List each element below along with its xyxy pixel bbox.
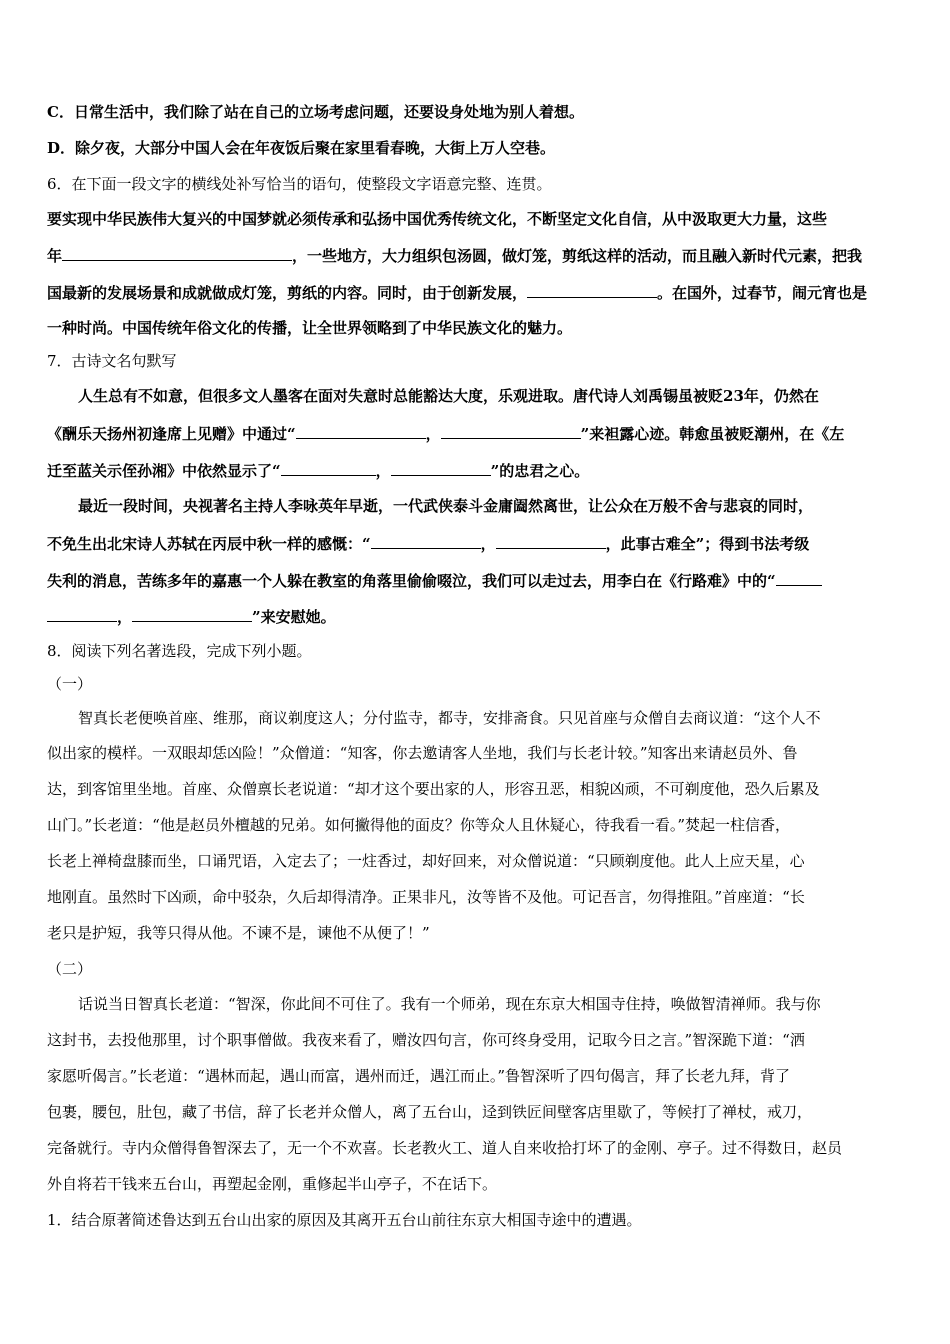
q7-text: ”的忠君之心。: [490, 462, 590, 480]
q7-text: ，: [425, 425, 441, 443]
q6-text: 。在国外，过春节，闹元宵也是: [657, 284, 868, 302]
answer-blank[interactable]: [132, 605, 252, 622]
answer-blank[interactable]: [296, 422, 426, 439]
q7-text: ，: [117, 608, 133, 626]
answer-blank[interactable]: [776, 569, 822, 586]
excerpt-1-line: 山门。”长老道：“他是赵员外檀越的兄弟。如何撇得他的面皮？你等众人且休疑心，待我看一看。”焚起一柱信香，: [47, 816, 791, 834]
q7-text: 《酬乐天扬州初逢席上见赠》中通过“: [47, 425, 296, 443]
excerpt-1-line: 似出家的模样。一双眼却恁凶险！”众僧道：“知客，你去邀请客人坐地，我们与长老计较。”知客出来请赵员外、鲁: [47, 744, 798, 762]
answer-blank[interactable]: [496, 532, 606, 549]
excerpt-1-line: 地刚直。虽然时下凶顽，命中驳杂，久后却得清净。正果非凡，汝等皆不及他。可记吾言，勿得推阻。”首座道：“长: [47, 888, 805, 906]
question-6-stem: 6．在下面一段文字的横线处补写恰当的语句，使整段文字语意完整、连贯。: [47, 175, 552, 193]
question-7-p1-line-1: 人生总有不如意，但很多文人墨客在面对失意时总能豁达大度，乐观进取。唐代诗人刘禹锡虽被贬23年，仍然在: [78, 387, 819, 405]
question-6-line-1: 要实现中华民族伟大复兴的中国梦就必须传承和弘扬中国优秀传统文化，不断坚定文化自信，从中汲取更大力量，这些: [47, 210, 828, 228]
option-d: D．除夕夜，大部分中国人会在年夜饭后聚在家里看春晚，大街上万人空巷。: [47, 139, 556, 157]
q6-text: ，一些地方，大力组织包汤圆，做灯笼，剪纸这样的活动，而且融入新时代元素，把我: [292, 247, 863, 265]
section-1-heading: （一）: [47, 675, 93, 693]
q6-text: 国最新的发展场景和成就做成灯笼，剪纸的内容。同时，由于创新发展，: [47, 284, 528, 302]
excerpt-1-line: 智真长老便唤首座、维那，商议剃度这人；分付监寺，都寺，安排斋食。只见首座与众僧自去商议道：“这个人不: [78, 709, 821, 727]
q7-text: ，: [375, 462, 391, 480]
question-6-line-3: [47, 281, 867, 304]
answer-blank[interactable]: [281, 459, 376, 476]
excerpt-2-line: 完备就行。寺内众僧得鲁智深去了，无一个不欢喜。长老教火工、道人自来收拾打坏了的金刚、亭子。过不得数日，赵员: [47, 1139, 843, 1157]
excerpt-2-line: 外自将若干钱来五台山，再塑起金刚，重修起半山亭子，不在话下。: [47, 1175, 498, 1193]
answer-blank[interactable]: [391, 459, 491, 476]
answer-blank[interactable]: [62, 244, 292, 261]
q7-text: 迁至蓝关示侄孙湘》中依然显示了“: [47, 462, 281, 480]
answer-blank[interactable]: [371, 532, 481, 549]
q7-text: ，此事古难全”；得到书法考级: [605, 535, 810, 553]
question-7-stem: 7．古诗文名句默写: [47, 352, 177, 370]
excerpt-2-line: 家愿听偈言。”长老道：“遇林而起，遇山而富，遇州而迁，遇江而止。”鲁智深听了四句偈言，拜了长老九拜，背了: [47, 1067, 791, 1085]
q6-text: 年: [47, 247, 63, 265]
question-7-p1-line-2: [47, 422, 844, 445]
excerpt-2-line: 这封书，去投他那里，讨个职事僧做。我夜来看了，赠汝四句言，你可终身受用，记取今日之言。”智深跪下道：“洒: [47, 1031, 805, 1049]
q7-text: ”来袒露心迹。韩愈虽被贬潮州，在《左: [580, 425, 845, 443]
question-6-line-4: 一种时尚。中国传统年俗文化的传播，让全世界领略到了中华民族文化的魅力。: [47, 319, 573, 337]
question-7-p2-line-2: [47, 532, 809, 555]
answer-blank[interactable]: [441, 422, 581, 439]
q7-text: 不免生出北宋诗人苏轼在丙辰中秋一样的感慨：“: [47, 535, 371, 553]
question-7-p1-line-3: [47, 459, 589, 482]
question-7-p2-line-3: [47, 569, 822, 592]
section-2-heading: （二）: [47, 960, 93, 978]
excerpt-2-line: 包裹，腰包，肚包，藏了书信，辞了长老并众僧人，离了五台山，迳到铁匠间壁客店里歇了，等候打了禅杖，戒刀，: [47, 1103, 813, 1121]
excerpt-2-line: 话说当日智真长老道：“智深，你此间不可住了。我有一个师弟，现在东京大相国寺住持，唤做智清禅师。我与你: [78, 995, 821, 1013]
question-6-line-2: [47, 244, 862, 267]
answer-blank[interactable]: [527, 281, 657, 298]
question-7-p2-line-1: 最近一段时间，央视著名主持人李咏英年早逝，一代武侠泰斗金庸阖然离世，让公众在万般不舍与悲哀的同时，: [78, 497, 814, 515]
option-c: C．日常生活中，我们除了站在自己的立场考虑问题，还要设身处地为别人着想。: [47, 103, 584, 121]
question-7-p2-line-4: [47, 605, 336, 628]
q7-text: 失利的消息，苦练多年的嘉惠一个人躲在教室的角落里偷偷啜泣，我们可以走过去，用李白在《行路难》中的“: [47, 572, 776, 590]
excerpt-1-line: 达，到客馆里坐地。首座、众僧禀长老说道：“却才这个要出家的人，形容丑恶，相貌凶顽，不可剃度他，恐久后累及: [47, 780, 820, 798]
question-8-stem: 8．阅读下列名著选段，完成下列小题。: [47, 642, 312, 660]
q7-text: ，: [480, 535, 496, 553]
excerpt-1-line: 长老上禅椅盘膝而坐，口诵咒语，入定去了；一炷香过，却好回来，对众僧说道：“只顾剃度他。此人上应天星，心: [47, 852, 805, 870]
excerpt-1-line: 老只是护短，我等只得从他。不谏不是，谏他不从便了！”: [47, 924, 430, 942]
sub-question-1: 1．结合原著简述鲁达到五台山出家的原因及其离开五台山前往东京大相国寺途中的遭遇。: [47, 1211, 642, 1229]
q7-text: ”来安慰她。: [252, 608, 336, 626]
answer-blank[interactable]: [47, 605, 117, 622]
